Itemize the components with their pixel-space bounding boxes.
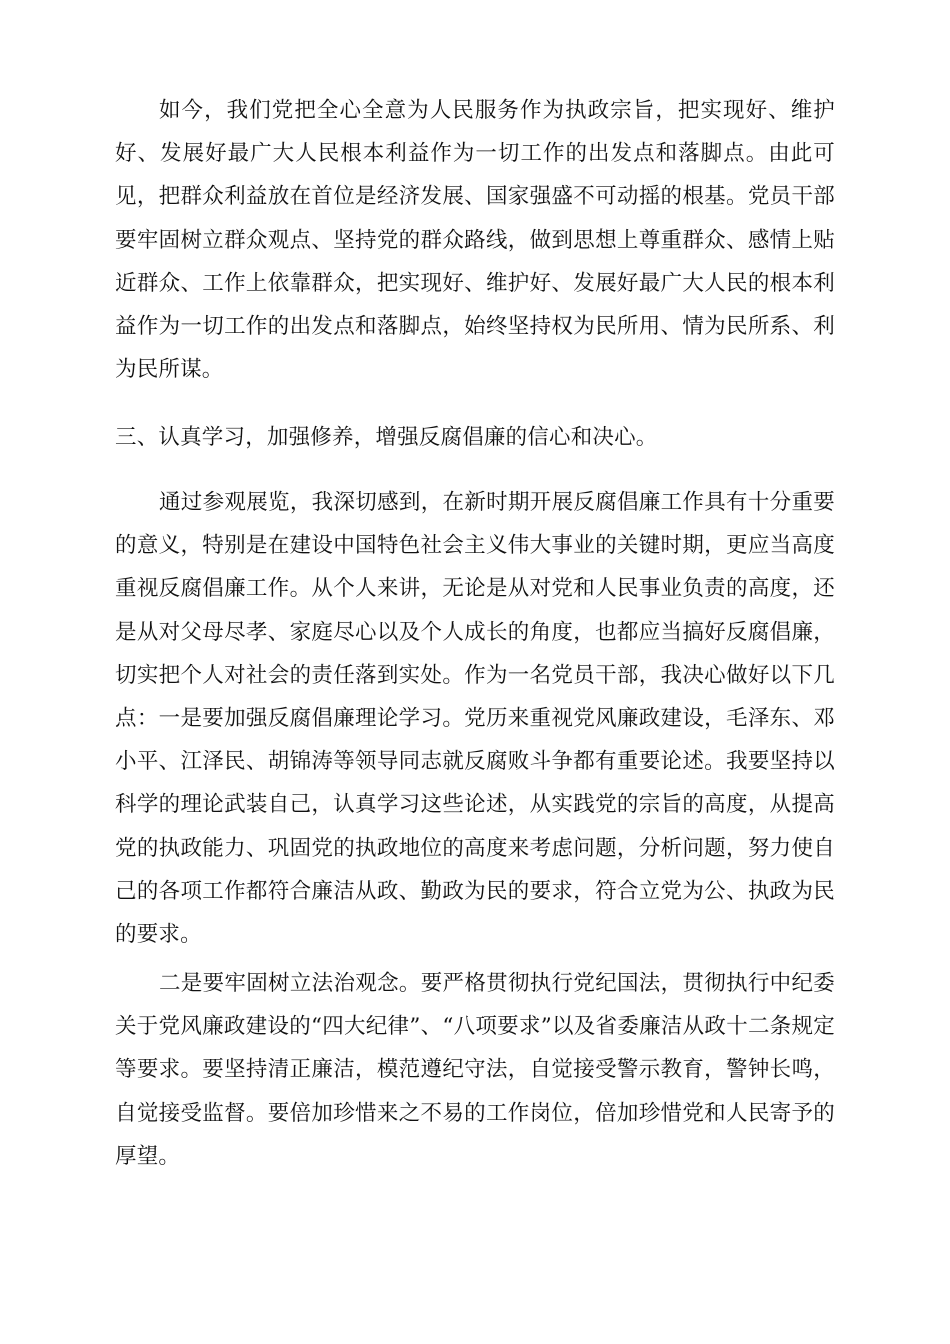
section-heading: 三、认真学习，加强修养，增强反腐倡廉的信心和决心。 bbox=[115, 425, 658, 450]
body-paragraph-1: 如今，我们党把全心全意为人民服务作为执政宗旨，把实现好、维护好、发展好最广大人民根本利益作为一切工作的出发点和落脚点。由此可见，把群众利益放在首位是经济发展、国家强盛不可动摇的根基。党员干部要牢固树立群众观点、坚持党的群众路线，做到思想上尊重群众、感情上贴近群众、工作上依靠群众，把实现好、维护好、发展好最广大人民的根本利益作为一切工作的出发点和落脚点，始终坚持权为民所用、情为民所系、利为民所谋。 bbox=[115, 98, 835, 383]
body-paragraph-2: 通过参观展览，我深切感到，在新时期开展反腐倡廉工作具有十分重要的意义，特别是在建设中国特色社会主义伟大事业的关键时期，更应当高度重视反腐倡廉工作。从个人来讲，无论是从对党和人民事业负责的高度，还是从对父母尽孝、家庭尽心以及个人成长的角度，也都应当搞好反腐倡廉，切实把个人对社会的责任落到实处。作为一名党员干部，我决心做好以下几点：一是要加强反腐倡廉理论学习。党历来重视党风廉政建设，毛泽东、邓小平、江泽民、胡锦涛等领导同志就反腐败斗争都有重要论述。我要坚持以科学的理论武装自己，认真学习这些论述，从实践党的宗旨的高度，从提高党的执政能力、巩固党的执政地位的高度来考虑问题，分析问题，努力使自己的各项工作都符合廉洁从政、勤政为民的要求，符合立党为公、执政为民的要求。 bbox=[115, 490, 835, 948]
body-paragraph-3: 二是要牢固树立法治观念。要严格贯彻执行党纪国法，贯彻执行中纪委关于党风廉政建设的“四大纪律”、“八项要求”以及省委廉洁从政十二条规定等要求。要坚持清正廉洁，模范遵纪守法，自觉接受警示教育，警钟长鸣，自觉接受监督。要倍加珍惜来之不易的工作岗位，倍加珍惜党和人民寄予的厚望。 bbox=[115, 971, 835, 1169]
